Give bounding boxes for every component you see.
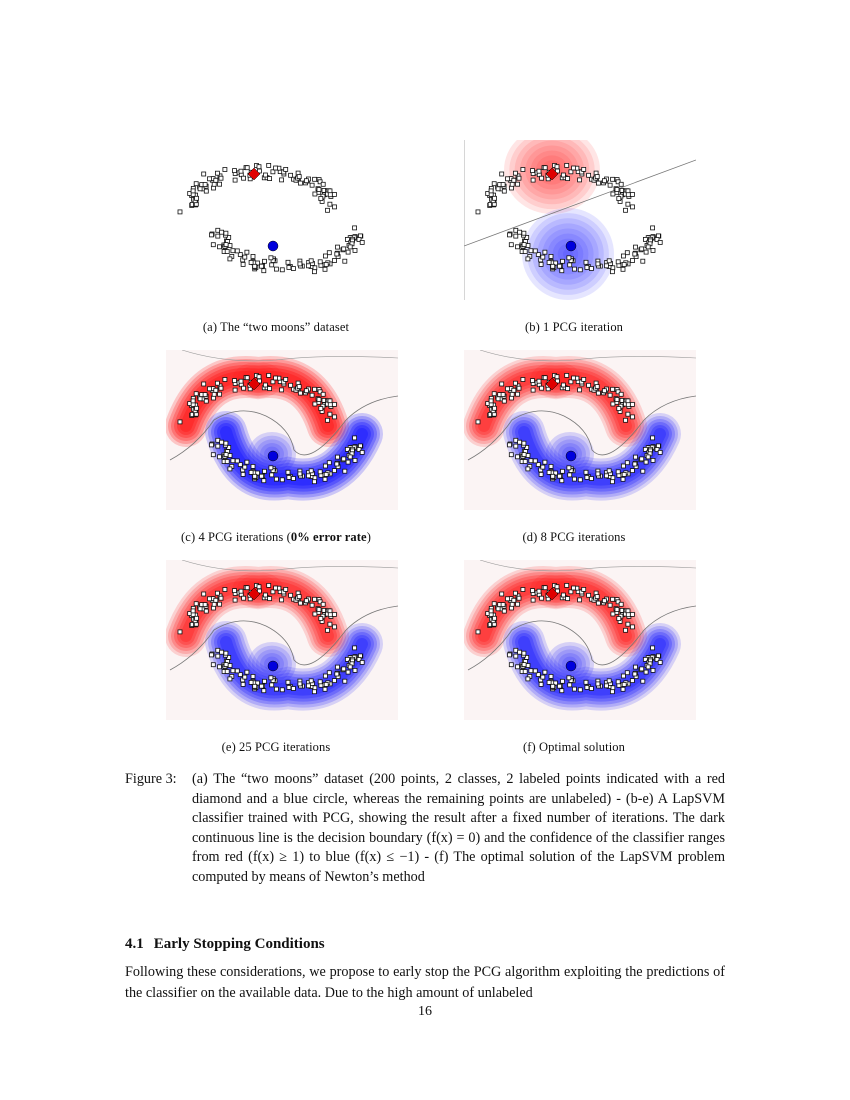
caption-b: (b) 1 PCG iteration [524, 320, 624, 334]
panel-b-plot [464, 140, 696, 300]
panel-e-plot [166, 560, 398, 720]
pcg-8-plot [464, 350, 696, 510]
pcg-25-plot [166, 560, 398, 720]
caption-c-pre: (c) 4 PCG iterations ( [181, 530, 291, 544]
panel-d-plot [464, 350, 696, 510]
caption-e: (e) 25 PCG iterations [221, 740, 331, 754]
caption-c-bold: 0% error rate [290, 530, 367, 544]
section-number: 4.1 [125, 936, 144, 952]
figure-caption [125, 770, 725, 887]
figure-label: Figure 3: [125, 771, 177, 787]
section-title: Early Stopping Conditions [153, 936, 325, 952]
page-number: 16 [418, 1004, 432, 1019]
caption-c [126, 530, 426, 545]
caption-c-post: ) [366, 530, 371, 544]
pcg-1-plot [464, 140, 696, 300]
section-heading [125, 936, 335, 953]
two-moons-scatter [166, 140, 398, 300]
optimal-plot [464, 560, 696, 720]
caption-a: (a) The “two moons” dataset [202, 320, 350, 334]
figure-caption-text: (a) The “two moons” dataset (200 points, 2 classes, 2 labeled points indicated with a red diamond and a blue circle, whereas the remaining points are unlabeled) - (b-e) A LapSVM classifier trained with PCG, showing the result after a fixed number of iterations. The dark continuous line is the decision boundary (f(x) = 0) and the confidence of the classifier ranges from red (f(x) ≥ 1) to blue (f(x) ≤ −1) - (f) The optimal solution of the LapSVM problem computed by means of Newton’s method [192, 771, 725, 885]
caption-f: (f) Optimal solution [523, 740, 625, 754]
panel-a-plot [166, 140, 398, 300]
caption-d: (d) 8 PCG iterations [522, 530, 626, 544]
panel-c-plot [166, 350, 398, 510]
panel-f-plot [464, 560, 696, 720]
body-paragraph: Following these considerations, we propose to early stop the PCG algorithm exploiting the predictions of the classifier on the available data. Due to the high amount of unlabeled [125, 964, 725, 1001]
pcg-4-plot [166, 350, 398, 510]
